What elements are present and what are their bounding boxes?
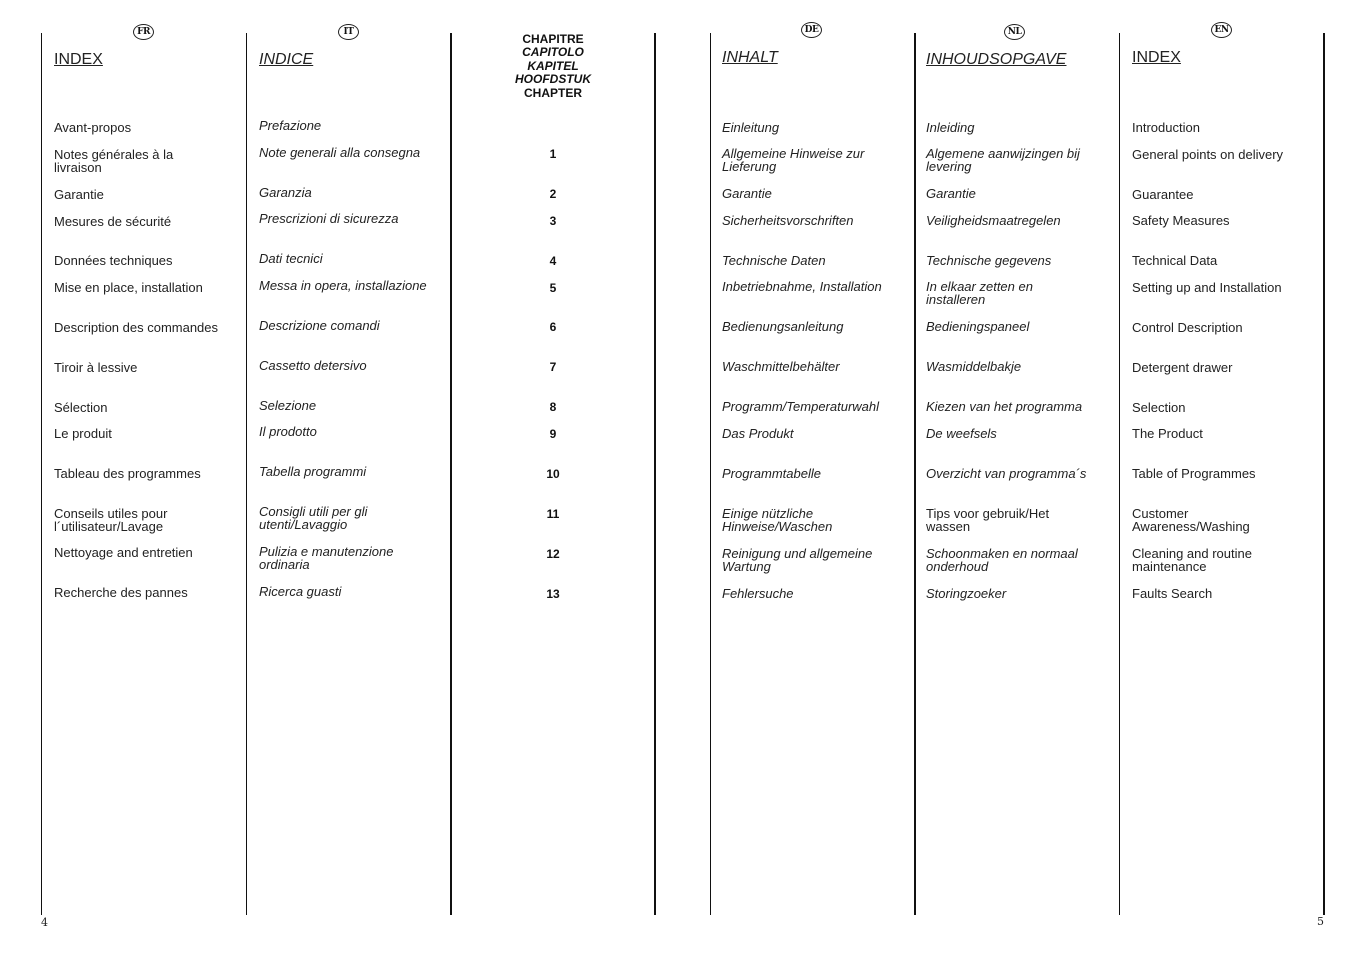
language-badge-nl: NL: [1004, 24, 1025, 40]
index-title-de: INHALT: [722, 49, 778, 66]
language-badge-en: EN: [1211, 22, 1232, 38]
toc-entry-it: Tabella programmi: [259, 464, 367, 479]
column-divider: [1323, 33, 1325, 915]
chapter-number: 12: [546, 547, 560, 561]
toc-entry-it: Pulizia e manutenzione ordinaria: [259, 544, 394, 572]
chapter-number: 4: [549, 254, 557, 268]
chapter-header-en: CHAPTER: [523, 85, 582, 100]
toc-entry-de: Allgemeine Hinweise zur Lieferung: [722, 146, 865, 174]
chapter-header-nl: HOOFDSTUK: [515, 72, 591, 87]
toc-entry-it: Prefazione: [259, 118, 322, 133]
chapter-number: 10: [546, 467, 560, 481]
toc-entry-fr: Avant-propos: [54, 120, 132, 135]
toc-entry-de: Technische Daten: [722, 253, 826, 268]
column-divider: [914, 33, 916, 915]
toc-entry-de: Sicherheitsvorschriften: [722, 213, 854, 228]
toc-entry-de: Reinigung und allgemeine Wartung: [722, 546, 873, 574]
toc-entry-it: Cassetto detersivo: [259, 358, 367, 373]
toc-entry-nl: Tips voor gebruik/Het wassen: [926, 506, 1050, 534]
chapter-number: 13: [546, 587, 560, 601]
column-divider: [710, 33, 711, 915]
toc-entry-en: Customer Awareness/Washing: [1132, 506, 1250, 534]
toc-entry-nl: Algemene aanwijzingen bij levering: [926, 146, 1080, 174]
toc-entry-nl: Storingzoeker: [926, 586, 1007, 601]
chapter-number: 1: [549, 147, 557, 161]
toc-entry-nl: Veiligheidsmaatregelen: [926, 213, 1061, 228]
chapter-number: 7: [549, 360, 557, 374]
chapter-number: 6: [549, 320, 557, 334]
toc-entry-en: General points on delivery: [1132, 147, 1284, 162]
toc-entry-de: Bedienungsanleitung: [722, 319, 844, 334]
toc-entry-fr: Tableau des programmes: [54, 466, 201, 481]
toc-entry-en: Setting up and Installation: [1132, 280, 1282, 295]
toc-entry-de: Einige nützliche Hinweise/Waschen: [722, 506, 833, 534]
toc-entry-fr: Nettoyage and entretien: [54, 545, 193, 560]
chapter-number: 11: [546, 507, 560, 521]
language-badge-de: DE: [801, 22, 822, 38]
toc-entry-it: Il prodotto: [259, 424, 317, 439]
toc-entry-de: Programmtabelle: [722, 466, 821, 481]
toc-entry-nl: Garantie: [926, 186, 976, 201]
toc-entry-nl: In elkaar zetten en installeren: [926, 279, 1033, 307]
toc-entry-de: Programm/Temperaturwahl: [722, 399, 880, 414]
chapter-header-it: CAPITOLO: [522, 45, 584, 60]
toc-entry-nl: Kiezen van het programma: [926, 399, 1083, 414]
page-number-right: 5: [1317, 915, 1324, 928]
toc-entry-de: Das Produkt: [722, 426, 794, 441]
toc-entry-it: Selezione: [259, 398, 317, 413]
toc-entry-en: Guarantee: [1132, 187, 1194, 202]
toc-entry-it: Note generali alla consegna: [259, 145, 421, 160]
toc-entry-de: Fehlersuche: [722, 586, 794, 601]
toc-entry-fr: Notes générales à la livraison: [54, 147, 174, 175]
column-divider: [450, 33, 452, 915]
index-title-en: INDEX: [1132, 49, 1181, 66]
toc-entry-en: Table of Programmes: [1132, 466, 1256, 481]
toc-entry-en: Control Description: [1132, 320, 1243, 335]
language-badge-it: IT: [338, 24, 359, 40]
toc-entry-it: Consigli utili per gli utenti/Lavaggio: [259, 504, 368, 532]
toc-entry-nl: Overzicht van programma´s: [926, 466, 1087, 481]
column-divider: [246, 33, 247, 915]
index-title-it: INDICE: [259, 51, 314, 68]
toc-entry-fr: Le produit: [54, 426, 112, 441]
toc-entry-it: Prescrizioni di sicurezza: [259, 211, 399, 226]
toc-entry-en: Introduction: [1132, 120, 1200, 135]
toc-entry-en: Safety Measures: [1132, 213, 1230, 228]
toc-entry-fr: Tiroir à lessive: [54, 360, 138, 375]
toc-entry-en: Technical Data: [1132, 253, 1218, 268]
toc-entry-fr: Mise en place, installation: [54, 280, 203, 295]
toc-entry-fr: Conseils utiles pour l´utilisateur/Lavage: [54, 506, 168, 534]
toc-entry-fr: Mesures de sécurité: [54, 214, 172, 229]
toc-entry-fr: Recherche des pannes: [54, 585, 188, 600]
toc-entry-en: The Product: [1132, 426, 1203, 441]
toc-entry-it: Garanzia: [259, 185, 312, 200]
toc-entry-nl: Schoonmaken en normaal onderhoud: [926, 546, 1078, 574]
toc-entry-it: Messa in opera, installazione: [259, 278, 427, 293]
toc-entry-en: Faults Search: [1132, 586, 1213, 601]
chapter-header-fr: CHAPITRE: [522, 32, 584, 46]
toc-entry-it: Descrizione comandi: [259, 318, 380, 333]
chapter-number: 9: [549, 427, 557, 441]
chapter-number: 2: [549, 187, 557, 201]
toc-entry-de: Inbetriebnahme, Installation: [722, 279, 882, 294]
language-badge-fr: FR: [133, 24, 154, 40]
chapter-header: [497, 33, 609, 100]
index-title-fr: INDEX: [54, 51, 103, 68]
toc-entry-it: Ricerca guasti: [259, 584, 342, 599]
page-number-left: 4: [41, 916, 48, 929]
chapter-number: 8: [549, 400, 557, 414]
chapter-number: 3: [549, 214, 557, 228]
toc-entry-fr: Garantie: [54, 187, 104, 202]
column-divider: [1119, 33, 1120, 915]
toc-entry-en: Detergent drawer: [1132, 360, 1233, 375]
toc-entry-it: Dati tecnici: [259, 251, 323, 266]
toc-entry-fr: Sélection: [54, 400, 108, 415]
toc-entry-de: Einleitung: [722, 120, 780, 135]
index-title-nl: INHOUDSOPGAVE: [926, 51, 1067, 68]
toc-entry-fr: Données techniques: [54, 253, 173, 268]
toc-entry-en: Selection: [1132, 400, 1186, 415]
toc-entry-fr: Description des commandes: [54, 320, 219, 335]
toc-entry-de: Waschmittelbehälter: [722, 359, 840, 374]
chapter-number: 5: [549, 281, 557, 295]
toc-entry-nl: De weefsels: [926, 426, 997, 441]
column-divider: [654, 33, 656, 915]
toc-entry-nl: Wasmiddelbakje: [926, 359, 1022, 374]
toc-entry-nl: Bedieningspaneel: [926, 319, 1030, 334]
toc-entry-nl: Inleiding: [926, 120, 975, 135]
column-divider: [41, 33, 42, 915]
toc-entry-de: Garantie: [722, 186, 772, 201]
toc-entry-nl: Technische gegevens: [926, 253, 1052, 268]
chapter-header-de: KAPITEL: [527, 58, 579, 73]
toc-entry-en: Cleaning and routine maintenance: [1132, 546, 1252, 574]
